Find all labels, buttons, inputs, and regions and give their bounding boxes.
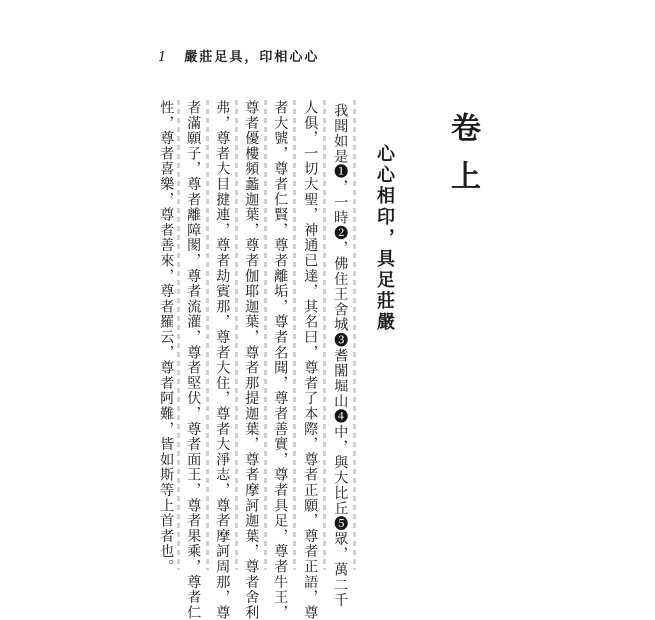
phonetic-annotation-column [235,100,238,570]
text-column-5: 弗，尊者大目揵連，尊者劫賓那，尊者大住，尊者大淨志，尊者摩訶周那，尊 [214,100,231,620]
phonetic-annotation-column [353,100,356,570]
phonetic-annotation-column [264,100,267,570]
text-column-1: 我聞如是❶，一時❷，佛住王舍城❸耆闍堀山❹中，與大比丘❺眾，萬二千 [332,103,349,608]
text-column-6: 者滿願子，尊者離障閡，尊者流灌，尊者堅伏，尊者面王，尊者果乘，尊者仁 [185,100,202,620]
running-header [158,46,319,65]
text-column-2: 人俱，一切大聖，神通已達，其名曰，尊者了本際，尊者正願，尊者正語，尊 [302,100,319,620]
phonetic-annotation-column [177,100,180,570]
text-column-3: 者大號，尊者仁賢，尊者離垢，尊者名聞，尊者善實，尊者具足，尊者牛王， [272,100,289,620]
text-column-7: 性，尊者喜樂，尊者善來，尊者羅云，尊者阿難，皆如斯等上首者也。 [158,100,175,575]
page-number: 1 [158,50,167,65]
phonetic-annotation-column [206,100,209,570]
chapter-title: 心心相印，具足莊嚴 [374,144,395,333]
phonetic-annotation-column [323,100,326,570]
text-column-4: 尊者優樓頻蠡迦葉，尊者伽耶迦葉，尊者那提迦葉，尊者摩訶迦葉，尊者舍利 [243,100,260,620]
volume-title: 卷上 [445,112,480,208]
running-title: 嚴莊足具，印相心心 [184,50,320,65]
phonetic-annotation-column [293,100,296,570]
